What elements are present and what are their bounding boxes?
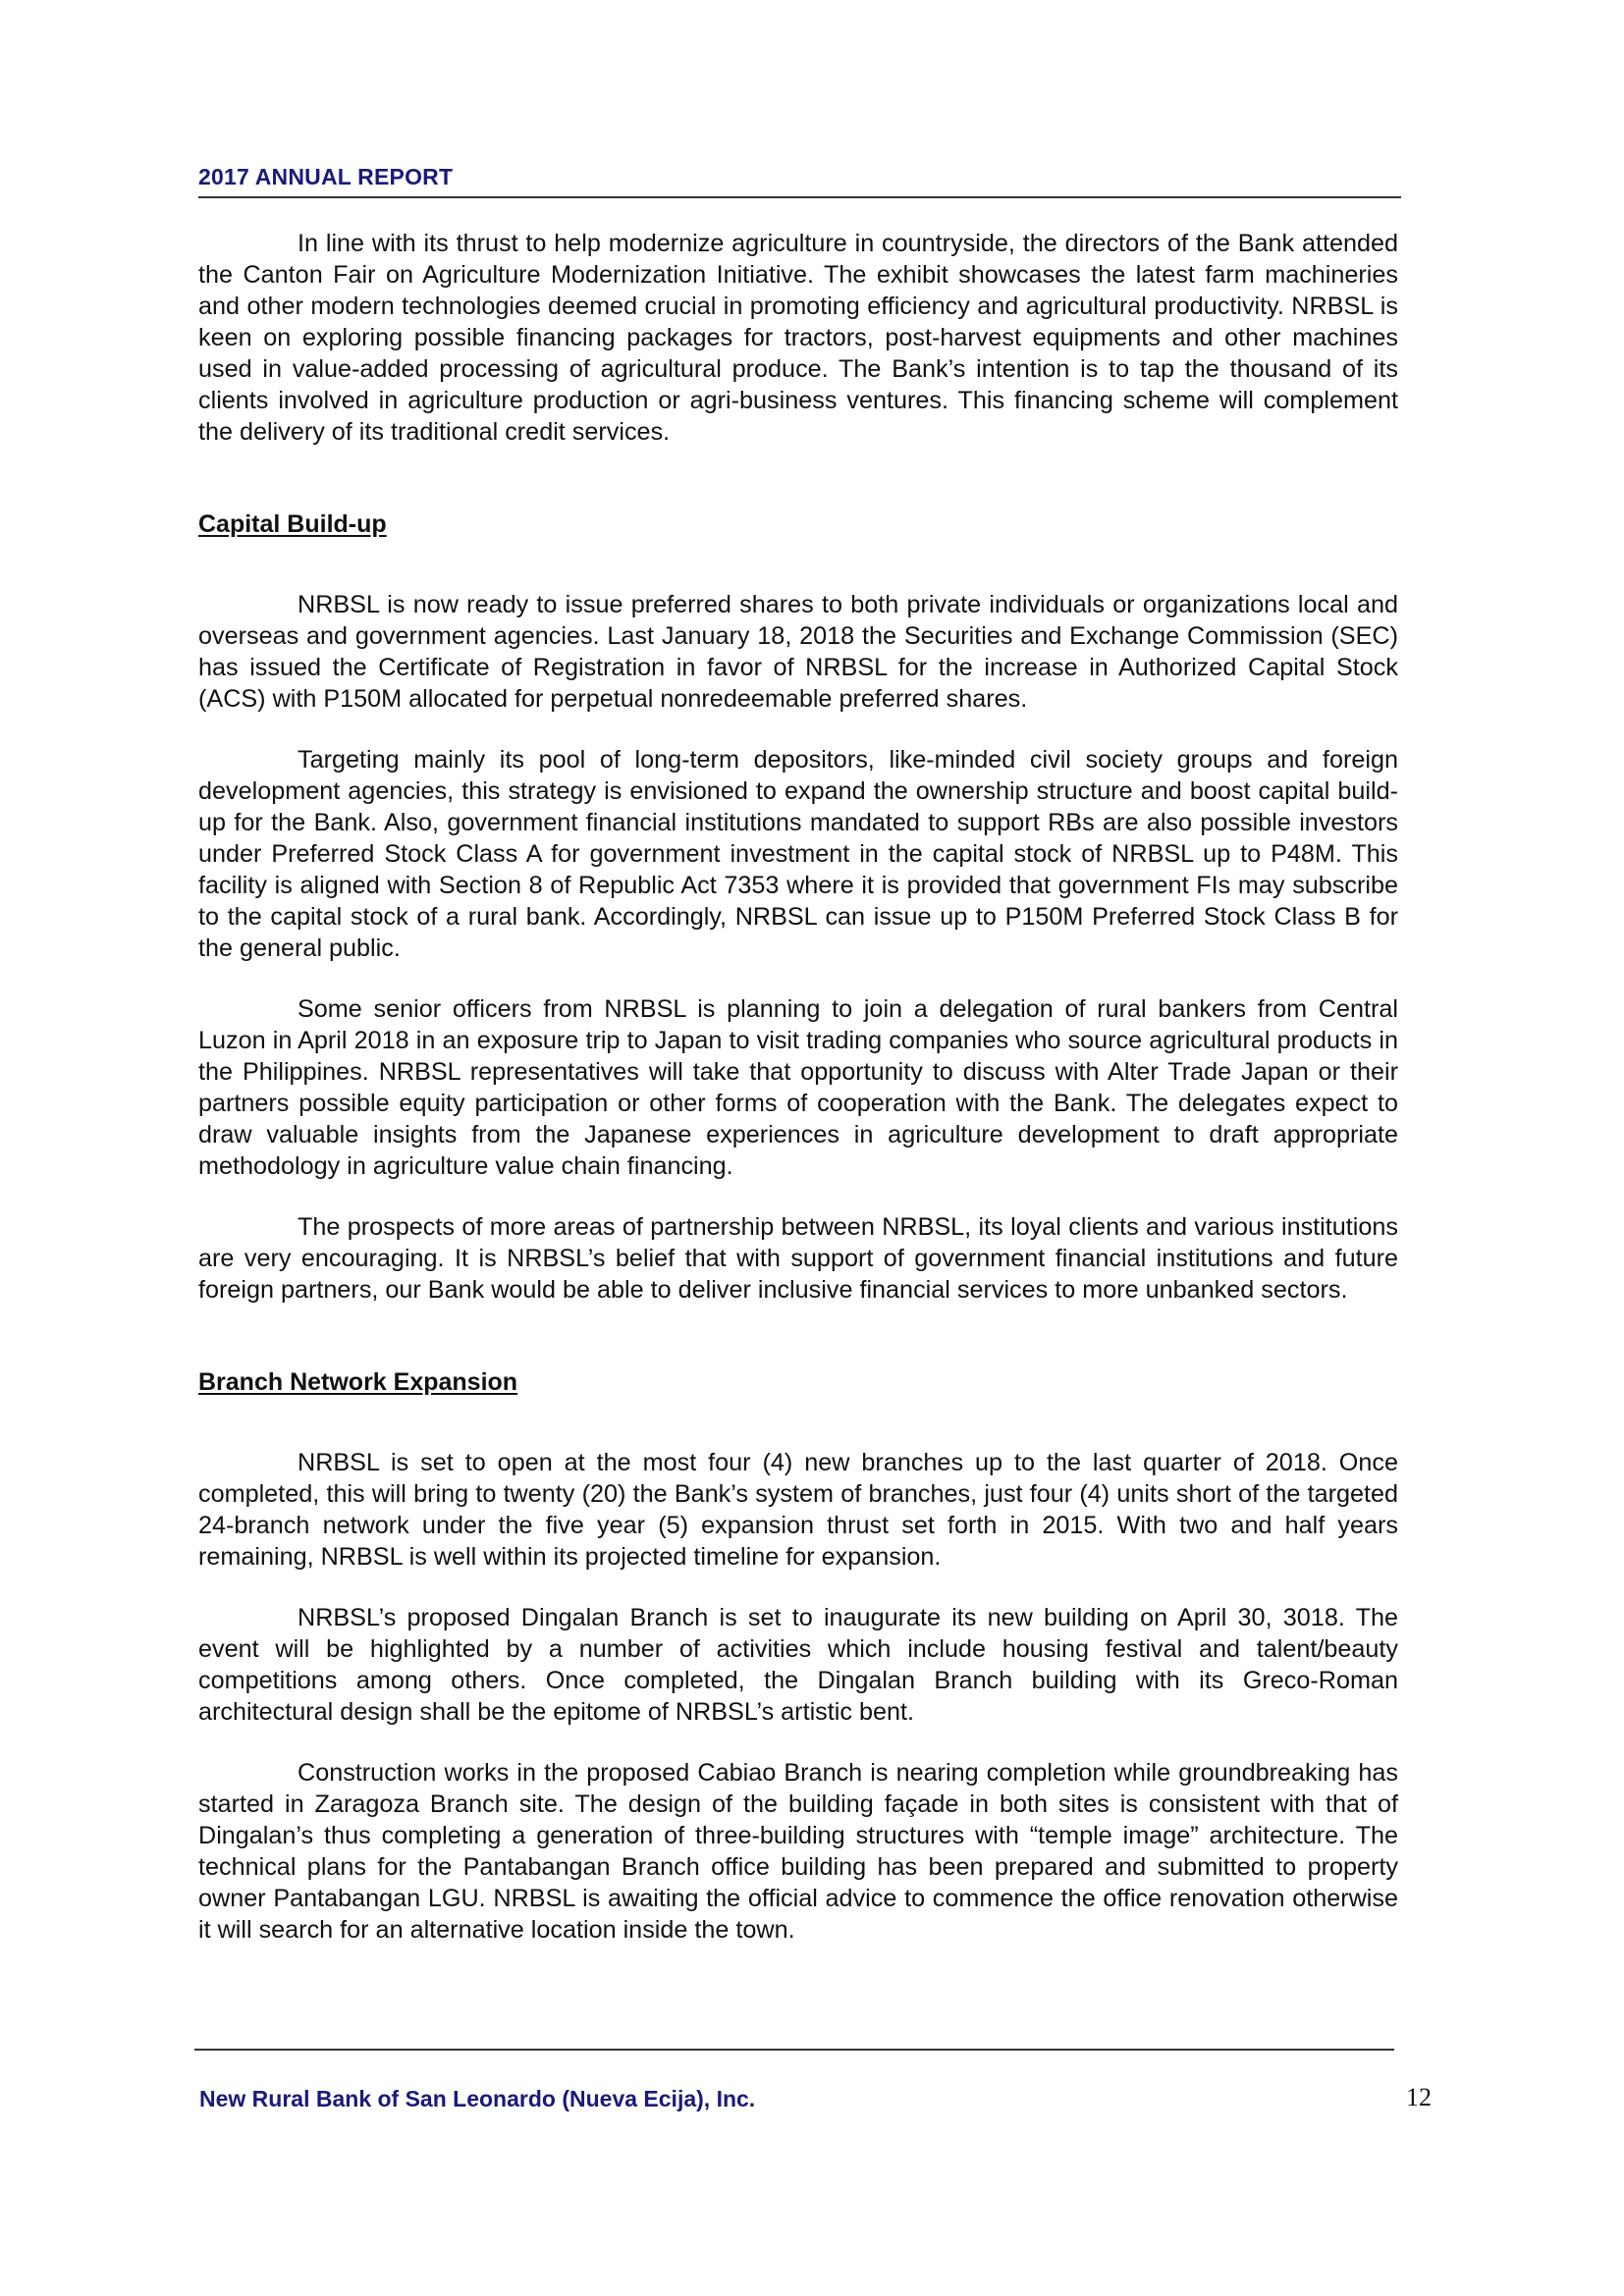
body-paragraph: Targeting mainly its pool of long-term depositors, like-minded civil society groups and foreign development agencies, this strategy is envisioned to expand the ownership structure and boost capital build-up for the Bank. Also, government financial institutions mandated to support RBs are also possible investors under Preferred Stock Class A for government investment in the capital stock of NRBSL up to P48M. This facility is aligned with Section 8 of Republic Act 7353 where it is provided that government FIs may subscribe to the capital stock of a rural bank. Accordingly, NRBSL can issue up to P150M Preferred Stock Class B for the general public. <box>198 746 1398 962</box>
footer-divider <box>194 2049 1394 2051</box>
section-heading: Branch Network Expansion <box>198 1368 518 1396</box>
page-content <box>198 228 1398 1946</box>
body-paragraph: Some senior officers from NRBSL is planning to join a delegation of rural bankers from Central Luzon in April 2018 in an exposure trip to Japan to visit trading companies who source agricultural products in the Philippines. NRBSL representatives will take that opportunity to discuss with Alter Trade Japan or their partners possible equity participation or other forms of cooperation with the Bank. The delegates expect to draw valuable insights from the Japanese experiences in agriculture development to draft appropriate methodology in agriculture value chain financing. <box>198 995 1398 1180</box>
page-number: 12 <box>1406 2083 1432 2111</box>
body-paragraph: The prospects of more areas of partnership between NRBSL, its loyal clients and various institutions are very encouraging. It is NRBSL’s belief that with support of government financial institutions and future foreign partners, our Bank would be able to deliver inclusive financial services to more unbanked sectors. <box>198 1213 1398 1304</box>
intro-paragraph: In line with its thrust to help modernize agriculture in countryside, the directors of the Bank attended the Canton Fair on Agriculture Modernization Initiative. The exhibit showcases the latest farm machineries and other modern technologies deemed crucial in promoting efficiency and agricultural productivity. NRBSL is keen on exploring possible financing packages for tractors, post-harvest equipments and other machines used in value-added processing of agricultural produce. The Bank’s intention is to tap the thousand of its clients involved in agriculture production or agri-business ventures. This financing scheme will complement the delivery of its traditional credit services. <box>198 230 1398 446</box>
report-title: 2017 ANNUAL REPORT <box>198 164 454 189</box>
page-header <box>198 163 1396 190</box>
header-divider <box>198 196 1401 198</box>
section-branch-network-expansion <box>198 1366 1398 1946</box>
body-paragraph: NRBSL is set to open at the most four (4) new branches up to the last quarter of 2018. Once completed, this will bring to twenty (20) the Bank’s system of branches, just four (4) units short of the targeted 24-branch network under the five year (5) expansion thrust set forth in 2015. With two and half years remaining, NRBSL is well within its projected timeline for expansion. <box>198 1449 1398 1571</box>
footer-bank-name: New Rural Bank of San Leonardo (Nueva Ecija), Inc. <box>199 2086 756 2111</box>
section-capital-build-up <box>198 508 1398 1306</box>
body-paragraph: NRBSL is now ready to issue preferred shares to both private individuals or organizations local and overseas and government agencies. Last January 18, 2018 the Securities and Exchange Commission (SEC) has issued the Certificate of Registration in favor of NRBSL for the increase in Authorized Capital Stock (ACS) with P150M allocated for perpetual nonredeemable preferred shares. <box>198 591 1398 713</box>
body-paragraph: NRBSL’s proposed Dingalan Branch is set to inaugurate its new building on April 30, 3018. The event will be highlighted by a number of activities which include housing festival and talent/beauty competitions among others. Once completed, the Dingalan Branch building with its Greco-Roman architectural design shall be the epitome of NRBSL’s artistic bent. <box>198 1604 1398 1726</box>
body-paragraph: Construction works in the proposed Cabiao Branch is nearing completion while groundbreaking has started in Zaragoza Branch site. The design of the building façade in both sites is consistent with that of Dingalan’s thus completing a generation of three-building structures with “temple image” architecture. The technical plans for the Pantabangan Branch office building has been prepared and submitted to property owner Pantabangan LGU. NRBSL is awaiting the official advice to commence the office renovation otherwise it will search for an alternative location inside the town. <box>198 1759 1398 1944</box>
section-heading: Capital Build-up <box>198 510 387 538</box>
